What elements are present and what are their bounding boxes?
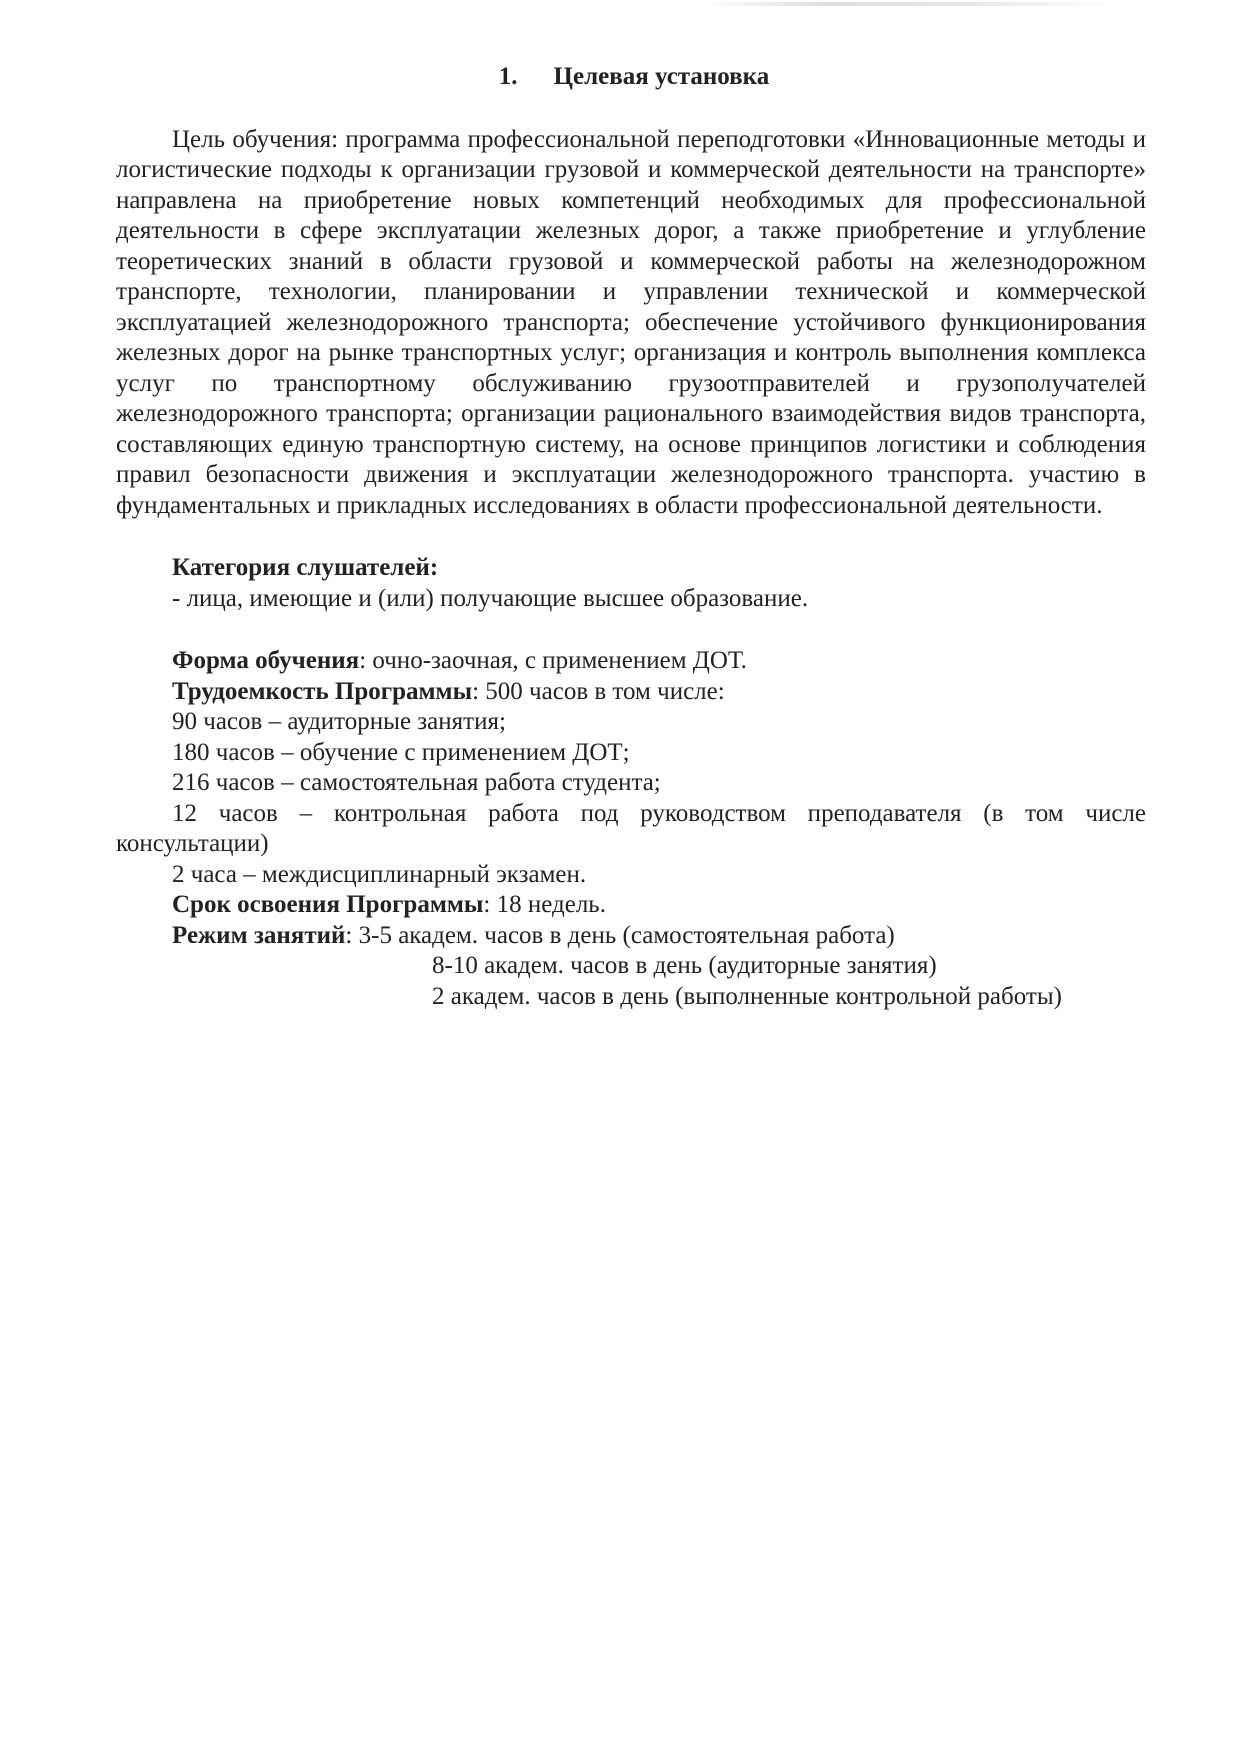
study-form-line — [172, 646, 1146, 677]
mode-continuation: 8-10 академ. часов в день (аудиторные занятия) — [432, 952, 937, 979]
duration-value: : 18 недель. — [483, 891, 606, 918]
study-form-value: : очно-заочная, с применением ДОТ. — [359, 647, 747, 674]
category-value: - лица, имеющие и (или) получающие высшее образование. — [172, 584, 809, 612]
duration-line — [172, 890, 1146, 921]
workload-line — [172, 677, 1146, 708]
section-heading — [116, 62, 1146, 93]
study-form-label: Форма обучения — [172, 647, 360, 674]
mode-label: Режим занятий — [172, 921, 346, 949]
schedule-block — [172, 860, 1146, 1013]
section-number: 1. — [498, 63, 518, 90]
workload-control: 12 часов – контрольная работа под руководством преподавателя (в том числе консультации) — [116, 799, 1146, 857]
duration-label: Срок освоения Программы — [172, 891, 484, 918]
document-page — [116, 62, 1146, 1012]
workload-item: 216 часов – самостоятельная работа студента; — [172, 769, 661, 796]
workload-exam: 2 часа – междисциплинарный экзамен. — [172, 860, 587, 888]
workload-value: : 500 часов в том числе: — [472, 677, 725, 705]
study-form-block — [172, 646, 1146, 799]
workload-item: 180 часов – обучение с применением ДОТ; — [172, 738, 630, 766]
scan-artifact — [700, 2, 1120, 6]
mode-line — [172, 921, 1146, 952]
mode-continuation: 2 академ. часов в день (выполненные контрольной работы) — [432, 982, 1062, 1010]
goal-paragraph: Цель обучения: программа профессиональной переподготовки «Инновационные методы и логистические подходы к организации грузовой и коммерческой деятельности на транспорте» направлена на приобретение новых компетенций необходимых для профессиональной деятельности в сфере эксплуатации железных дорог, а также приобретение и углубление теоретических знаний в области грузовой и коммерческой работы на железнодорожном транспорте, технологии, планировании и управлении технической и коммерческой эксплуатацией железнодорожного транспорта; обеспечение устойчивого функционирования железных дорог на рынке транспортных услуг; организация и контроль выполнения комплекса услуг по транспортному обслуживанию грузоотправителей и грузополучателей железнодорожного транспорта; организации рационального взаимодействия видов транспорта, составляющих единую транспортную систему, на основе принципов логистики и соблюдения правил безопасности движения и эксплуатации железнодорожного транспорта. участию в фундаментальных и прикладных исследованиях в области профессиональной деятельности. — [116, 125, 1146, 519]
category-block — [172, 553, 1146, 614]
mode-value: : 3-5 академ. часов в день (самостоятельная работа) — [345, 921, 895, 949]
workload-label: Трудоемкость Программы — [172, 677, 473, 705]
workload-item: 90 часов – аудиторные занятия; — [172, 708, 506, 735]
category-label: Категория слушателей: — [172, 554, 439, 581]
section-title: Целевая установка — [553, 63, 770, 90]
